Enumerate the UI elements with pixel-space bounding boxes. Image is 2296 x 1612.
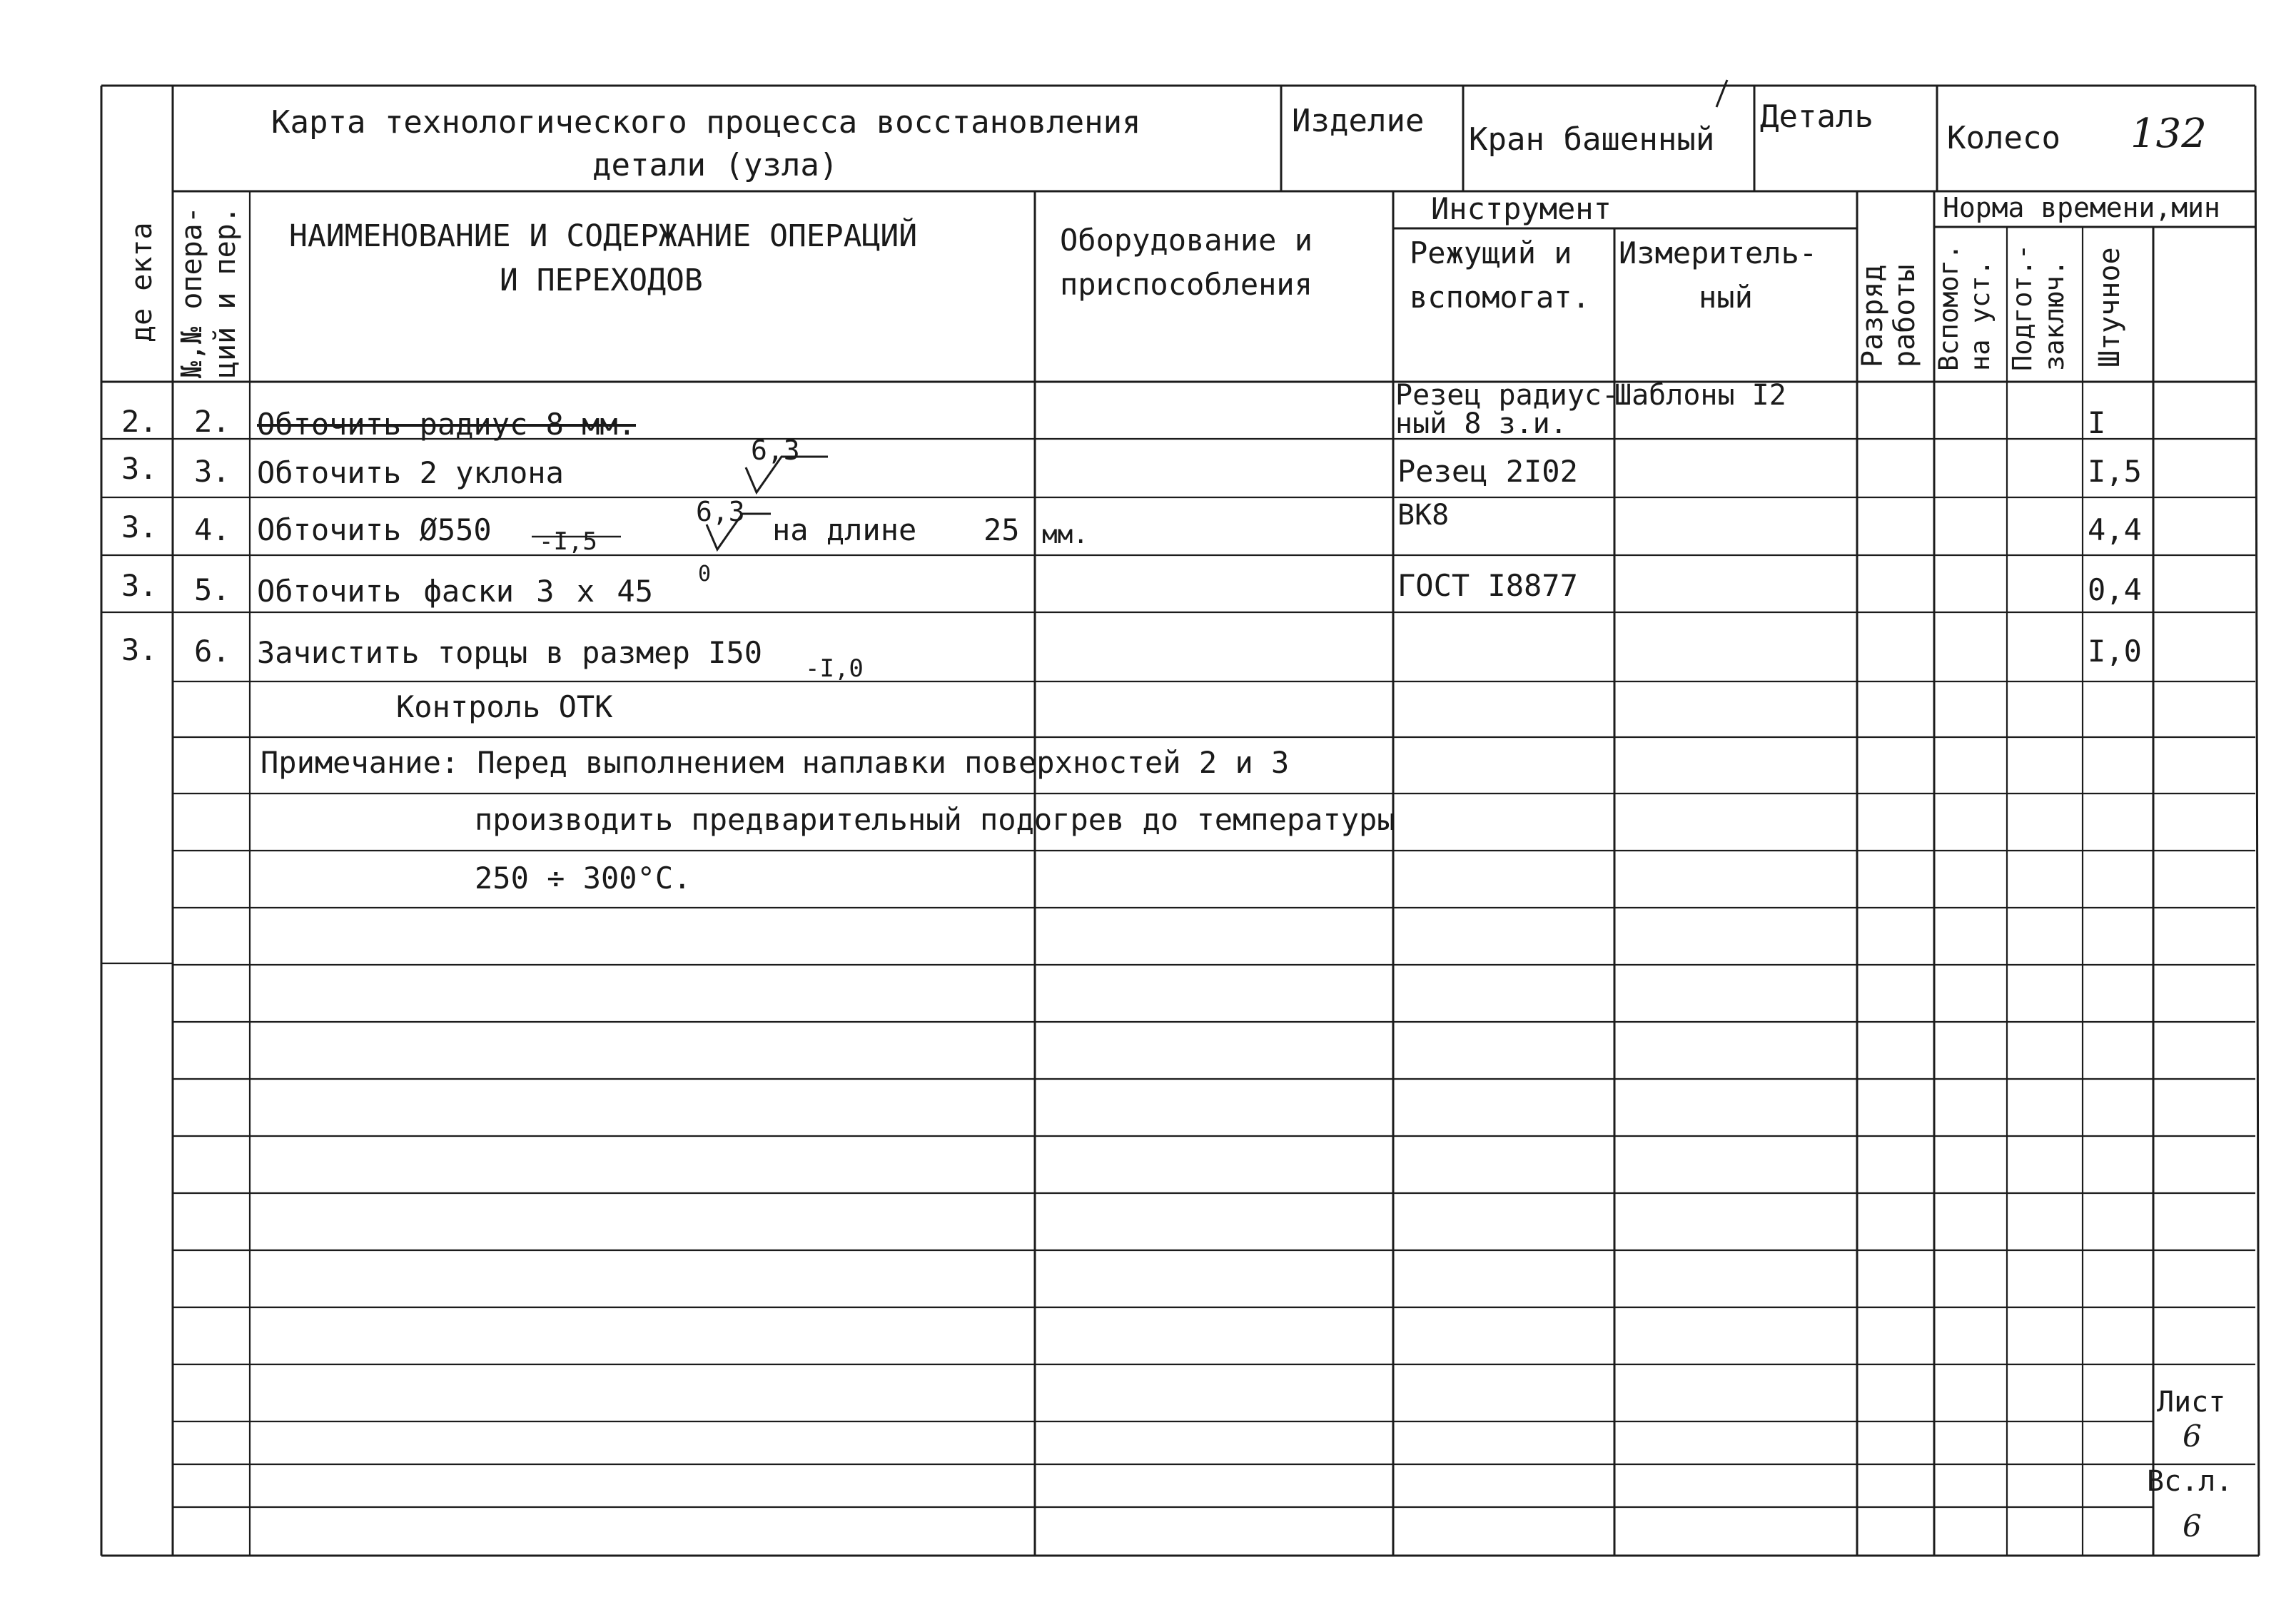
total-sheets-value: 6 bbox=[2183, 1509, 2202, 1543]
row4-element: 3. bbox=[121, 568, 158, 603]
row2-element: 3. bbox=[121, 451, 158, 486]
row3-tolerance: -I,5 bbox=[539, 527, 597, 556]
time-aux-header-line2: на уст. bbox=[1965, 260, 1996, 371]
row5-op: 6. bbox=[194, 634, 231, 669]
row5-text: Зачистить торцы в размер I50 bbox=[257, 635, 763, 670]
part-value: Колесо bbox=[1947, 120, 2060, 156]
equipment-header-line2: приспособления bbox=[1060, 267, 1313, 302]
operation-name-header-line1: НАИМЕНОВАНИЕ И СОДЕРЖАНИЕ ОПЕРАЦИЙ bbox=[289, 218, 918, 254]
sheet-label: Лист bbox=[2157, 1386, 2226, 1419]
row2-text: Обточить 2 уклона bbox=[257, 455, 564, 490]
row3-roughness: 6,3 bbox=[696, 496, 745, 527]
row2-roughness: 6,3 bbox=[751, 435, 800, 466]
row5-piece-time: I,0 bbox=[2088, 634, 2142, 669]
row1-piece-time: I bbox=[2088, 405, 2106, 440]
row2-piece-time: I,5 bbox=[2088, 454, 2142, 489]
row4-piece-time: 0,4 bbox=[2088, 572, 2142, 607]
operation-name-header-line2: И ПЕРЕХОДОВ bbox=[500, 263, 703, 298]
row3-text: Обточить Ø550 bbox=[257, 512, 492, 547]
total-sheets-label: Вс.л. bbox=[2147, 1465, 2233, 1498]
card-title-line1: Карта технологического процесса восстановления bbox=[271, 104, 1141, 141]
sheet-value: 6 bbox=[2183, 1419, 2202, 1454]
row4-tool-cutting: ГОСТ I8877 bbox=[1397, 568, 1578, 603]
row4-degree: 0 bbox=[698, 562, 712, 587]
tool-cutting-header-line2: вспомогат. bbox=[1410, 280, 1590, 315]
time-prep-header-line2: заключ. bbox=[2039, 260, 2070, 371]
row3-length-value: 25 bbox=[983, 512, 1020, 547]
time-prep-header-line1: Подгот.- bbox=[2007, 243, 2038, 371]
tool-group-header: Инструмент bbox=[1431, 191, 1612, 226]
time-piece-header: Штучное bbox=[2093, 247, 2126, 367]
element-no-header: де екта bbox=[126, 222, 158, 343]
row3-length-unit: мм. bbox=[1042, 520, 1089, 549]
note-line1: Примечание: Перед выполнением наплавки поверхностей 2 и 3 bbox=[261, 745, 1290, 780]
equipment-header-line1: Оборудование и bbox=[1060, 223, 1313, 258]
row1-element: 2. bbox=[121, 404, 158, 439]
product-value: Кран башенный bbox=[1469, 121, 1715, 158]
row5-tolerance: -I,0 bbox=[805, 654, 864, 683]
row3-tool-cutting: ВК8 bbox=[1397, 499, 1450, 532]
grade-header-line1: Разряд bbox=[1856, 264, 1889, 367]
card-title-line2: детали (узла) bbox=[592, 147, 839, 183]
row2-op: 3. bbox=[194, 454, 231, 489]
row3-text-tail: на длине bbox=[772, 512, 917, 547]
row3-element: 3. bbox=[121, 510, 158, 544]
row4-text: Обточить фаски 3 х 45 bbox=[257, 574, 654, 609]
part-label: Деталь bbox=[1760, 98, 1873, 135]
tool-measuring-header-line1: Измеритель- bbox=[1619, 235, 1818, 270]
row3-piece-time: 4,4 bbox=[2088, 512, 2142, 547]
row2-tool-cutting: Резец 2I02 bbox=[1397, 454, 1578, 489]
product-label: Изделие bbox=[1292, 103, 1425, 139]
time-aux-header-line1: Вспомог. bbox=[1933, 243, 1964, 371]
row1-tool-cutting-line1: Резец радиус- bbox=[1395, 379, 1619, 412]
time-norm-header: Норма времени,мин bbox=[1943, 192, 2220, 223]
control-otk: Контроль ОТК bbox=[396, 689, 613, 724]
tool-cutting-header-line1: Режущий и bbox=[1410, 235, 1572, 270]
row1-tool-measuring: Шаблоны I2 bbox=[1614, 379, 1786, 412]
row3-op: 4. bbox=[194, 512, 231, 547]
row1-text: Обточить радиус 8 мм. bbox=[257, 407, 637, 442]
op-no-header-line2: ций и пер. bbox=[209, 206, 242, 378]
grade-header-line2: работы bbox=[1888, 264, 1921, 367]
row1-tool-cutting-line2: ный 8 з.и. bbox=[1395, 407, 1567, 440]
row4-op: 5. bbox=[194, 572, 231, 607]
note-line2: производить предварительный подогрев до температуры bbox=[475, 802, 1395, 837]
tool-measuring-header-line2: ный bbox=[1699, 280, 1753, 315]
page-code: 132 bbox=[2130, 111, 2207, 157]
row1-op: 2. bbox=[194, 404, 231, 439]
op-no-header-line1: №,№ опера- bbox=[176, 206, 208, 378]
row5-element: 3. bbox=[121, 632, 158, 667]
note-line3: 250 ÷ 300°С. bbox=[475, 861, 692, 896]
